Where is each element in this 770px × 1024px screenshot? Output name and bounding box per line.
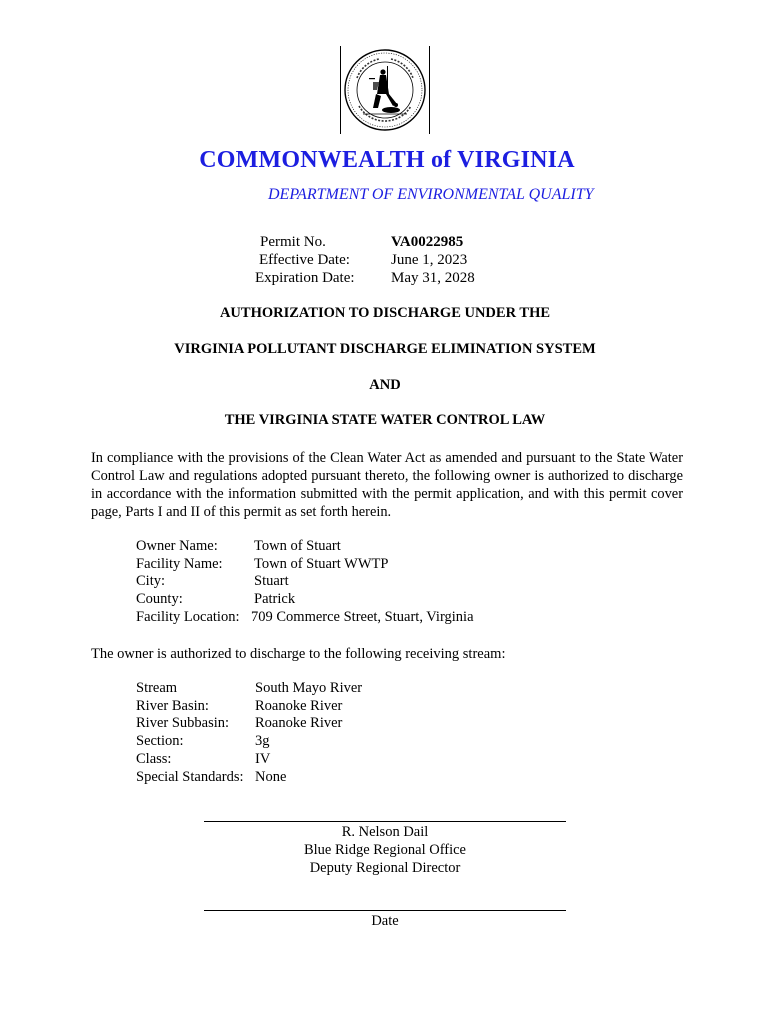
owner-details	[136, 538, 536, 628]
virginia-state-seal-icon	[343, 48, 427, 132]
river-subbasin-value: Roanoke River	[255, 715, 343, 732]
effective-date-value: June 1, 2023	[391, 252, 468, 268]
heading-and: AND	[369, 377, 401, 393]
signatory-title: Deputy Regional Director	[309, 860, 461, 876]
facility-location-label: Facility Location:	[136, 608, 240, 625]
page-title: COMMONWEALTH of VIRGINIA	[199, 147, 575, 173]
signatory-name: R. Nelson Dail	[341, 824, 429, 840]
effective-date-label: Effective Date:	[259, 252, 350, 268]
county-label: County:	[136, 591, 183, 608]
facility-name-value: Town of Stuart WWTP	[254, 555, 389, 572]
stream-label: Stream	[136, 680, 178, 696]
class-value: IV	[255, 750, 271, 767]
city-label: City:	[136, 573, 166, 590]
county-value: Patrick	[254, 591, 296, 608]
expiration-date-label: Expiration Date:	[255, 270, 355, 286]
expiration-date-value: May 31, 2028	[391, 270, 475, 286]
owner-name-label: Owner Name:	[136, 538, 218, 554]
stream-intro: The owner is authorized to discharge to the following receiving stream:	[91, 646, 506, 662]
section-value: 3g	[255, 733, 270, 750]
facility-location-value: 709 Commerce Street, Stuart, Virginia	[251, 608, 474, 625]
stream-value: South Mayo River	[255, 680, 363, 696]
stream-details	[136, 680, 536, 788]
seal-divider-left	[340, 46, 341, 134]
special-standards-value: None	[255, 768, 287, 785]
permit-number-value: VA0022985	[391, 234, 464, 250]
seal-block	[340, 46, 430, 134]
signatory-office: Blue Ridge Regional Office	[303, 842, 466, 858]
class-label: Class:	[136, 750, 172, 767]
department-name: DEPARTMENT OF ENVIRONMENTAL QUALITY	[268, 186, 594, 203]
signature-line	[204, 821, 566, 822]
date-label: Date	[371, 913, 399, 929]
permit-number-label: Permit No.	[260, 234, 326, 250]
heading-authorization: AUTHORIZATION TO DISCHARGE UNDER THE	[219, 305, 551, 321]
heading-state-water-control-law: THE VIRGINIA STATE WATER CONTROL LAW	[224, 412, 546, 428]
river-basin-label: River Basin:	[136, 697, 209, 714]
special-standards-label: Special Standards:	[136, 768, 244, 785]
heading-vpdes: VIRGINIA POLLUTANT DISCHARGE ELIMINATION SYSTEM	[174, 341, 596, 357]
section-label: Section:	[136, 733, 184, 750]
date-line	[204, 910, 566, 911]
city-value: Stuart	[254, 573, 289, 590]
owner-name-value: Town of Stuart	[254, 538, 341, 554]
facility-name-label: Facility Name:	[136, 555, 223, 572]
seal-divider-right	[429, 46, 430, 134]
river-basin-value: Roanoke River	[255, 697, 343, 714]
compliance-paragraph: In compliance with the provisions of the Clean Water Act as amended and pursuant to the State Water Control Law and regulations adopted pursuant thereto, the following owner is authorized to discharge in accordance with the information submitted with the permit application, and with this permit cover page, Parts I and II of this permit as set forth herein.	[91, 450, 683, 520]
river-subbasin-label: River Subbasin:	[136, 715, 230, 732]
